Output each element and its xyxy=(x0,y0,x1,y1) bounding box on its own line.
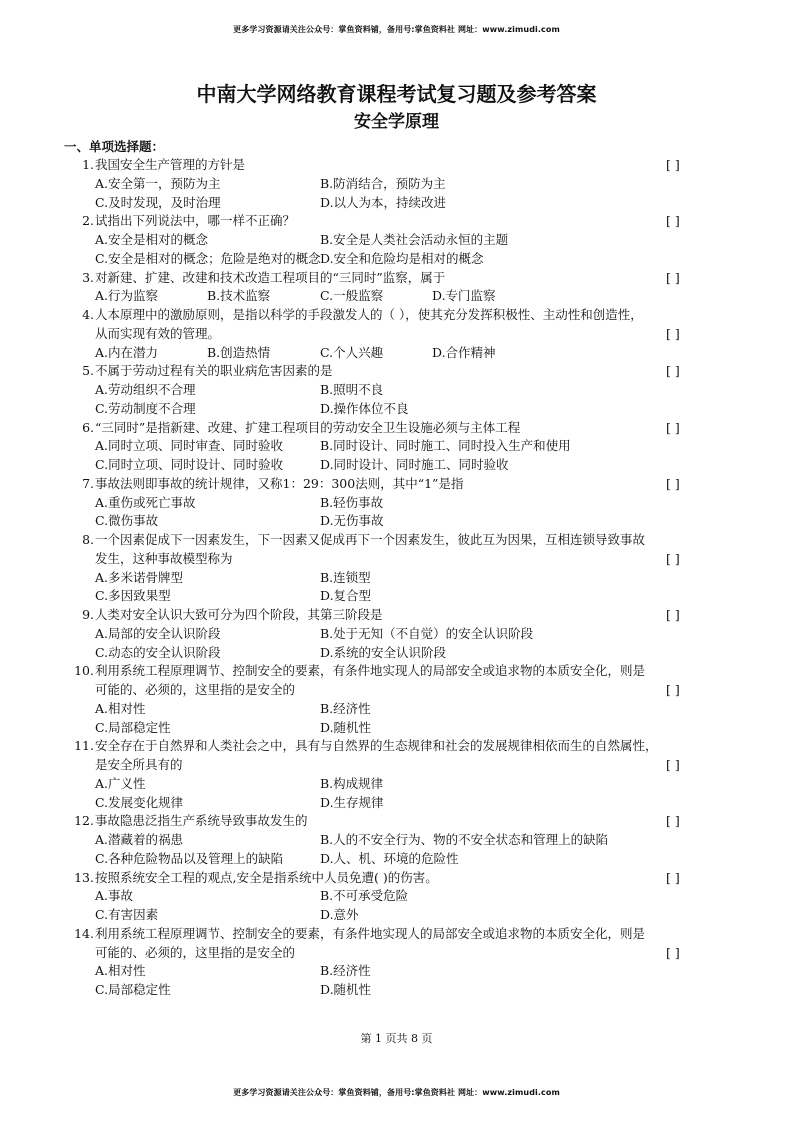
option: B.连锁型 xyxy=(320,569,371,585)
page-footer: 第 1 页共 8 页 xyxy=(360,1032,433,1045)
option-row xyxy=(0,587,793,606)
option: A.劳动组织不合理 xyxy=(95,382,196,397)
option: C.一般监察 xyxy=(320,288,384,304)
option: A.安全是相对的概念 xyxy=(95,232,209,247)
option-row xyxy=(0,962,793,981)
question-line xyxy=(0,550,793,569)
question-line xyxy=(0,419,793,438)
option-row xyxy=(0,456,793,475)
option: B.经济性 xyxy=(320,700,371,716)
question-text: 利用系统工程原理调节、控制安全的要素，有条件地实现人的局部安全或追求物的本质安全化，则是 xyxy=(95,663,646,679)
option: D.以人为本，持续改进 xyxy=(320,194,447,210)
answer-bracket: [ ] xyxy=(666,363,680,379)
option: A.安全第一，预防为主 xyxy=(95,175,221,191)
answer-bracket: [ ] xyxy=(666,682,680,697)
option: D.专门监察 xyxy=(432,288,496,304)
question-number: 5. xyxy=(82,363,94,379)
question-text: 试指出下列说法中，哪一样不正确？ xyxy=(95,213,296,229)
question-item xyxy=(0,925,793,1000)
question-item xyxy=(0,475,793,531)
question-number: 6. xyxy=(82,419,94,435)
option-row xyxy=(0,250,793,269)
option: C.多因致果型 xyxy=(95,588,171,604)
question-item xyxy=(0,212,793,268)
question-line xyxy=(0,212,793,231)
option: C.及时发现，及时治理 xyxy=(95,194,221,210)
option: D.合作精神 xyxy=(432,344,496,360)
option-row xyxy=(0,569,793,588)
option: B.技术监察 xyxy=(207,288,271,304)
option: B.构成规律 xyxy=(320,775,384,791)
question-text: 利用系统工程原理调节、控制安全的要素，有条件地实现人的局部安全或追求物的本质安全化，则是 xyxy=(95,925,646,941)
option-row xyxy=(0,719,793,738)
answer-bracket: [ ] xyxy=(666,325,680,341)
option: B.人的不安全行为、物的不安全状态和管理上的缺陷 xyxy=(320,832,609,847)
document-title: 中南大学网络教育课程考试复习题及参考答案 xyxy=(196,82,597,106)
question-text: 可能的、必须的，这里指的是安全的 xyxy=(95,944,296,960)
section-heading: 一、单项选择题： xyxy=(64,139,165,154)
option-row xyxy=(0,850,793,869)
option: A.广义性 xyxy=(95,775,146,791)
question-number: 3. xyxy=(82,269,94,285)
question-item xyxy=(0,812,793,868)
answer-bracket: [ ] xyxy=(666,944,680,960)
question-text: “三同时”是指新建、改建、扩建工程项目的劳动安全卫生设施必须与主体工程 xyxy=(95,419,521,435)
option: A.局部的安全认识阶段 xyxy=(95,625,221,641)
option-row xyxy=(0,831,793,850)
option-row xyxy=(0,287,793,306)
option: C.局部稳定性 xyxy=(95,719,171,735)
option: D.无伤事故 xyxy=(320,513,384,529)
option-row xyxy=(0,906,793,925)
question-item xyxy=(0,662,793,737)
question-item xyxy=(0,531,793,606)
question-item xyxy=(0,156,793,212)
bottom-banner: 更多学习资源请关注公众号：掌鱼资料铺，备用号:掌鱼资料社 网址：www.zimudi.com xyxy=(233,1088,560,1097)
question-text: 安全存在于自然界和人类社会之中，具有与自然界的生态规律和社会的发展规律相依而生的自然属性， xyxy=(95,738,658,754)
option: D.安全和危险均是相对的概念 xyxy=(320,250,484,266)
question-text: 人类对安全认识大致可分为四个阶段，其第三阶段是 xyxy=(95,607,383,622)
option: C.个人兴趣 xyxy=(320,344,384,360)
question-item xyxy=(0,737,793,812)
option: C.微伤事故 xyxy=(95,513,159,529)
question-number: 4. xyxy=(82,307,94,322)
question-line xyxy=(0,662,793,681)
question-line xyxy=(0,269,793,288)
option-row xyxy=(0,794,793,813)
option: C.劳动制度不合理 xyxy=(95,400,196,416)
option-row xyxy=(0,381,793,400)
question-text: 发生，这种事故模型称为 xyxy=(95,550,233,566)
option: A.多米诺骨牌型 xyxy=(95,569,184,585)
option-row xyxy=(0,494,793,513)
question-number: 11. xyxy=(74,738,94,754)
option: A.内在潜力 xyxy=(95,344,159,360)
option: B.安全是人类社会活动永恒的主题 xyxy=(320,232,509,247)
question-text: 不属于劳动过程有关的职业病危害因素的是 xyxy=(95,363,333,379)
question-line xyxy=(0,531,793,550)
question-number: 8. xyxy=(82,532,94,547)
answer-bracket: [ ] xyxy=(666,869,680,885)
question-line xyxy=(0,925,793,944)
option: B.防消结合，预防为主 xyxy=(320,175,446,191)
answer-bracket: [ ] xyxy=(666,607,680,622)
option: A.事故 xyxy=(95,888,134,904)
question-number: 10. xyxy=(74,663,94,679)
question-line xyxy=(0,325,793,344)
option: D.系统的安全认识阶段 xyxy=(320,644,447,660)
question-line xyxy=(0,812,793,831)
question-item xyxy=(0,419,793,475)
question-text: 一个因素促成下一因素发生，下一因素又促成再下一个因素发生，彼此互为因果，互相连锁导致事故 xyxy=(95,532,646,547)
option-row xyxy=(0,887,793,906)
question-number: 12. xyxy=(74,813,94,829)
question-item xyxy=(0,869,793,925)
option: C.安全是相对的概念；危险是绝对的概念 xyxy=(95,250,321,266)
option-row xyxy=(0,231,793,250)
option: C.同时立项、同时设计、同时验收 xyxy=(95,457,284,472)
question-number: 7. xyxy=(82,475,94,491)
document-subtitle: 安全学原理 xyxy=(354,112,439,132)
option: C.有害因素 xyxy=(95,907,159,922)
option: D.操作体位不良 xyxy=(320,400,409,416)
question-line xyxy=(0,869,793,888)
question-number: 13. xyxy=(74,869,94,885)
option: A.相对性 xyxy=(95,963,146,979)
option: D.人、机、环境的危险性 xyxy=(320,850,459,866)
question-item xyxy=(0,606,793,662)
question-list xyxy=(0,156,793,1000)
question-line xyxy=(0,362,793,381)
option: A.行为监察 xyxy=(95,288,159,304)
question-text: 对新建、扩建、改建和技术改造工程项目的“三同时”监察，属于 xyxy=(95,269,446,285)
answer-bracket: [ ] xyxy=(666,419,680,435)
answer-bracket: [ ] xyxy=(666,475,680,491)
option: C.动态的安全认识阶段 xyxy=(95,644,221,660)
question-number: 14. xyxy=(74,925,94,941)
question-line xyxy=(0,944,793,963)
question-line xyxy=(0,737,793,756)
option: A.潜藏着的祸患 xyxy=(95,832,184,847)
question-item xyxy=(0,306,793,362)
option: C.局部稳定性 xyxy=(95,982,171,997)
option: A.相对性 xyxy=(95,700,146,716)
option: B.照明不良 xyxy=(320,382,384,397)
option-row xyxy=(0,400,793,419)
option: D.随机性 xyxy=(320,982,372,997)
option-row xyxy=(0,344,793,363)
question-line xyxy=(0,606,793,625)
option: D.意外 xyxy=(320,907,359,922)
option-row xyxy=(0,775,793,794)
question-line xyxy=(0,156,793,175)
option-row xyxy=(0,437,793,456)
option-row xyxy=(0,700,793,719)
option: B.不可承受危险 xyxy=(320,888,409,904)
option: A.同时立项、同时审查、同时验收 xyxy=(95,438,284,454)
option: C.各种危险物品以及管理上的缺陷 xyxy=(95,850,284,866)
option: D.随机性 xyxy=(320,719,372,735)
question-line xyxy=(0,475,793,494)
answer-bracket: [ ] xyxy=(666,213,680,229)
answer-bracket: [ ] xyxy=(666,813,680,829)
option-row xyxy=(0,981,793,1000)
top-banner: 更多学习资源请关注公众号：掌鱼资料铺，备用号:掌鱼资料社 网址：www.zimudi.com xyxy=(233,25,560,34)
answer-bracket: [ ] xyxy=(666,157,680,172)
option: B.处于无知（不自觉）的安全认识阶段 xyxy=(320,625,534,641)
option: B.经济性 xyxy=(320,963,371,979)
answer-bracket: [ ] xyxy=(666,550,680,566)
question-text: 事故法则即事故的统计规律，又称1：29：300法则，其中“1”是指 xyxy=(95,475,464,491)
question-number: 1. xyxy=(82,157,94,172)
option-row xyxy=(0,175,793,194)
question-number: 9. xyxy=(82,607,94,622)
question-item xyxy=(0,269,793,307)
question-text: 可能的、必须的，这里指的是安全的 xyxy=(95,682,296,697)
question-text: 人本原理中的激励原则，是指以科学的手段激发人的（ ），使其充分发挥积极性、主动性和创造性， xyxy=(95,307,643,322)
option: D.同时设计、同时施工、同时验收 xyxy=(320,457,509,472)
option: B.同时设计、同时施工、同时投入生产和使用 xyxy=(320,438,571,454)
question-text: 从而实现有效的管理。 xyxy=(95,325,221,341)
option: B.创造热情 xyxy=(207,344,271,360)
question-text: 是安全所具有的 xyxy=(95,757,183,772)
option: B.轻伤事故 xyxy=(320,494,384,510)
option-row xyxy=(0,644,793,663)
answer-bracket: [ ] xyxy=(666,269,680,285)
question-text: 事故隐患泛指生产系统导致事故发生的 xyxy=(95,813,308,829)
option: C.发展变化规律 xyxy=(95,794,184,810)
question-item xyxy=(0,362,793,418)
question-text: 按照系统安全工程的观点,安全是指系统中人员免遭( )的伤害。 xyxy=(95,869,438,885)
option: A.重伤或死亡事故 xyxy=(95,494,196,510)
question-text: 我国安全生产管理的方针是 xyxy=(95,157,246,172)
option-row xyxy=(0,512,793,531)
option: D.生存规律 xyxy=(320,794,384,810)
answer-bracket: [ ] xyxy=(666,757,680,772)
option: D.复合型 xyxy=(320,588,372,604)
question-line xyxy=(0,306,793,325)
option-row xyxy=(0,625,793,644)
question-number: 2. xyxy=(82,213,94,229)
question-line xyxy=(0,756,793,775)
option-row xyxy=(0,194,793,213)
question-line xyxy=(0,681,793,700)
